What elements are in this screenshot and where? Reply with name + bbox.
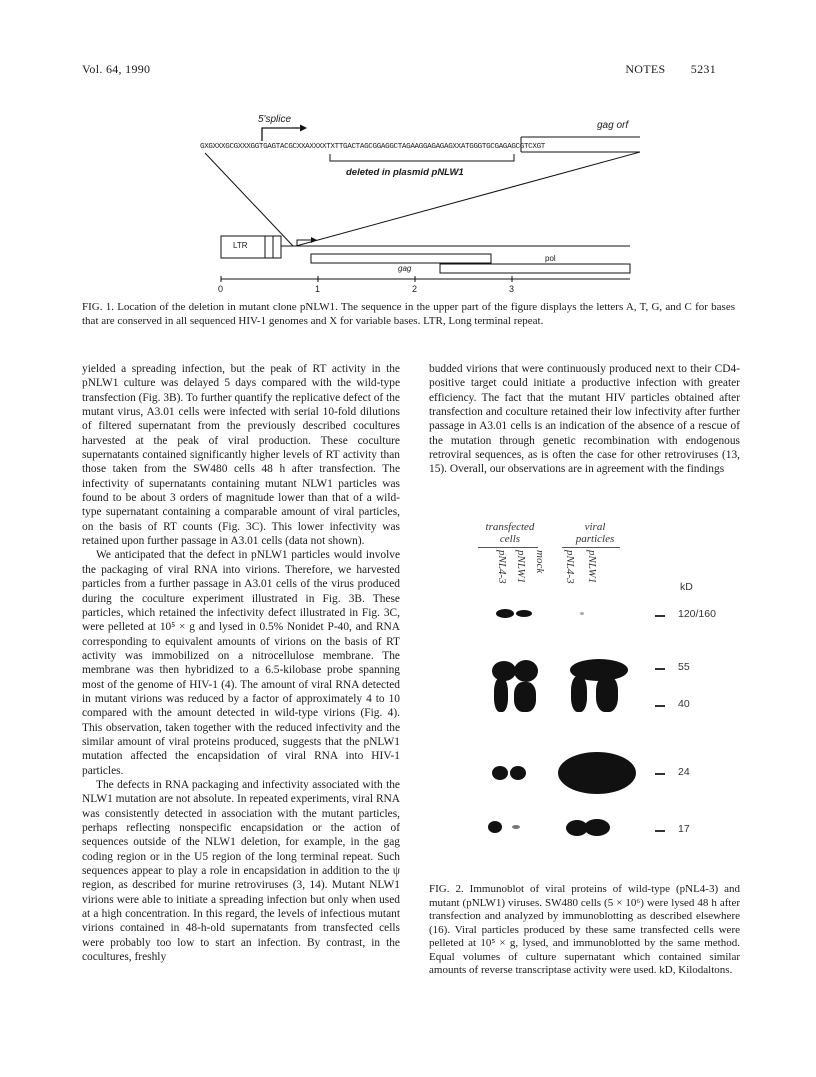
deleted-bracket [330, 154, 514, 161]
gag-label: gag [398, 264, 412, 273]
group-label-viral-particles [560, 521, 630, 545]
scale-tick-2: 2 [412, 284, 418, 294]
page-number: 5231 [690, 62, 716, 76]
marker-label: 55 [678, 661, 690, 673]
band-17-pnlw1-particles [584, 819, 610, 836]
sequence-main: GXGXXXGCGXXXGGTGAGTACGCXXAXXXXTXTTGACTAGCGGAGGCTAGAAGGAGAGAGXX [200, 143, 461, 151]
gag-box [311, 254, 491, 263]
group-underline [562, 547, 620, 548]
zoom-line-left [205, 153, 293, 246]
marker-label: 40 [678, 698, 690, 710]
paragraph: budded virions that were continuously produced next to their CD4-positive target could initiate a productive infection with greater efficiency. The fact that the mutant HIV particles obtained after transfection and coculture retained their low infectivity after further passage in A3.01 cells is an indication of the absence of a rescue of the mutation through genetic recombination with endogenous retroviral sequences, as is often the case for other retroviruses (13, 15). Overall, our observations are in agreement with the findings [429, 363, 740, 476]
group-label-transfected-cells [470, 521, 550, 545]
band-40-pnl43-particles [571, 676, 587, 712]
marker-tick [655, 705, 665, 707]
group-label-line: transfected [485, 521, 535, 533]
lane-label-pnl43-particles: pNL4-3 [564, 550, 576, 584]
paragraph: The defects in RNA packaging and infectivity associated with the NLW1 mutation are not absolute. In repeated experiments, viral RNA was consistently detected in association with the mutant particles, perhaps reflecting nonspecific encapsidation or the action of sequences outside of the NLW1 deletion, for example, in the gag coding region or in the U5 region of the long terminal repeat. Such sequences appear to play a role in encapsidation in addition to the ψ region, as described for murine retroviruses (3, 14). Mutant NLW1 virions were able to initiate a spreading infection but only when used at a high concentration. In this regard, the levels of infectious mutant virions contained in 48-h-old supernatants from transfected cells were probably too low to start an infection. By contrast, in the cocultures, freshly [82, 778, 400, 964]
band-24-pnlw1-cells [510, 766, 526, 780]
group-label-line: particles [575, 533, 615, 545]
group-label-line: viral [584, 521, 606, 533]
left-column [82, 362, 400, 964]
band-40-pnl43-cells [494, 678, 508, 712]
gag-orf-label: gag orf [597, 120, 629, 131]
marker-label: 120/160 [678, 608, 716, 620]
band-55-pnlw1-cells [514, 660, 538, 682]
figure-2-caption: FIG. 2. Immunoblot of viral proteins of wild-type (pNL4-3) and mutant (pNLW1) viruses. SW480 cells (5 × 10⁶) were lysed 48 h after transfection and analyzed by immunoblotting as described elsewhere (16). Viral particles produced by these same transfected cells were pelleted at 10⁵ × g, lysed, and immunoblotted by the same method. Equal volumes of culture supernatant which contained similar amounts of reverse transcriptase activity were used. kD, Kilodaltons. [429, 883, 740, 976]
band-17-pnlw1-cells [512, 825, 520, 829]
band-24-pnl43-cells [492, 766, 508, 780]
pol-box [440, 264, 630, 273]
running-header-volume: Vol. 64, 1990 [82, 62, 151, 76]
splice-arrow-head [300, 125, 307, 132]
kd-unit-label: kD [680, 581, 693, 593]
ltr-label: LTR [233, 241, 248, 250]
running-header-section: NOTES [625, 62, 666, 76]
scale-tick-3: 3 [509, 284, 515, 294]
pol-label: pol [545, 254, 556, 263]
scale-tick-0: 0 [218, 284, 224, 294]
splice-label: 5'splice [258, 114, 292, 125]
sequence-text [200, 143, 545, 151]
band-40-pnlw1-cells [514, 682, 536, 712]
band-17-pnl43-cells [488, 821, 502, 833]
marker-tick [655, 773, 665, 775]
right-column [429, 362, 740, 477]
paragraph: yielded a spreading infection, but the peak of RT activity in the pNLW1 culture was delayed 5 days compared with the wild-type transfection (Fig. 3B). To further quantify the replicative defect of the mutant virus, A3.01 cells were infected with serial 10-fold dilutions of filtered supernatant from the previously described cocultures harvested at the peak of viral production. These coculture supernatants contained significantly higher levels of RT activity than those taken from the SW480 cells 48 h after transfection. The infectivity of supernatants containing mutant NLW1 particles was found to be about 3 orders of magnitude lower than that of a wild-type supernatant containing a comparable amount of viral particles, on the basis of RT counts (Fig. 3C). This lower infectivity was retained upon further passage in A3.01 cells (data not shown). [82, 363, 400, 548]
scale-tick-1: 1 [315, 284, 321, 294]
marker-label: 24 [678, 766, 690, 778]
ltr-box [221, 236, 281, 258]
deleted-label: deleted in plasmid pNLW1 [346, 167, 464, 178]
band-24-particles [558, 752, 636, 794]
figure-1-caption: FIG. 1. Location of the deletion in mutant clone pNLW1. The sequence in the upper part of the figure displays the letters A, T, G, and C for bases that are conserved in all sequenced HIV-1 genomes and X for variable bases. LTR, Long terminal repeat. [82, 301, 735, 327]
marker-tick [655, 830, 665, 832]
sequence-boxed: ATGGGTGCGAGAGCGTCXGT [460, 143, 545, 151]
group-underline [478, 547, 538, 548]
splice-arrow [262, 128, 300, 141]
lane-label-pnl43-cells: pNL4-3 [496, 550, 508, 584]
marker-tick [655, 668, 665, 670]
lane-label-pnlw1-particles: pNLW1 [586, 550, 598, 584]
lane-label-mock: mock [534, 550, 546, 574]
band-120-pnl43-cells [496, 609, 514, 618]
band-40-pnlw1-particles [596, 676, 618, 712]
paragraph: We anticipated that the defect in pNLW1 particles would involve the packaging of viral RNA into virions. Therefore, we harvested particles from a further passage in A3.01 cells of the virus produced during the coculture experiment illustrated in Fig. 3B. These particles, which retained the infectivity defect illustrated in Fig. 3C, were pelleted at 10⁵ × g and lysed in 0.5% Nonidet P-40, and RNA corresponding to equivalent amounts of virions on the basis of RT activity was immobilized on a nitrocellulose membrane. The membrane was then hybridized to a 6.5-kilobase probe spanning most of the genome of HIV-1 (4). The amount of viral RNA detected in mutant virions was reduced by a factor of approximately 4 to 10 compared with the amount detected in wild-type virions (Fig. 4). This observation, taken together with the reduced infectivity and the similar amount of viral proteins produced, suggests that the pNLW1 mutation affected the encapsidation of viral RNA into HIV-1 particles. [82, 549, 400, 777]
lane-label-pnlw1-cells: pNLW1 [515, 550, 527, 584]
marker-label: 17 [678, 823, 690, 835]
band-120-pnl43-particles [580, 612, 584, 615]
band-120-pnlw1-cells [516, 610, 532, 617]
group-label-line: cells [499, 533, 521, 545]
marker-tick [655, 615, 665, 617]
